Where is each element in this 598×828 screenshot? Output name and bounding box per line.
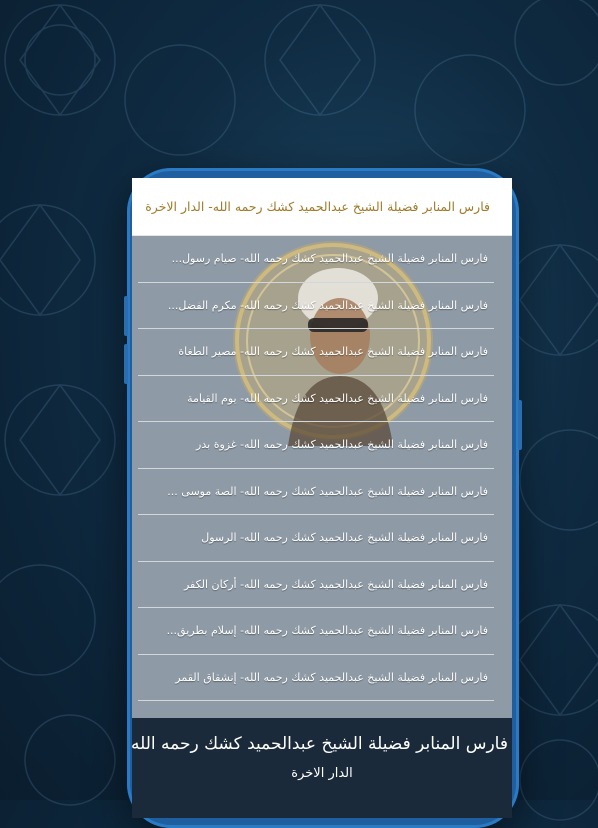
list-item[interactable] bbox=[138, 608, 494, 655]
list-item-label: فارس المنابر فضيلة الشيخ عبدالحميد كشك رحمه الله- غزوة بدر bbox=[196, 438, 488, 452]
list-item[interactable] bbox=[138, 655, 494, 702]
list-item-label: فارس المنابر فضيلة الشيخ عبدالحميد كشك رحمه الله- الصة موسى ... bbox=[167, 484, 488, 498]
list-item-label: فارس المنابر فضيلة الشيخ عبدالحميد كشك رحمه الله- يوم القيامة bbox=[187, 391, 488, 405]
content-area bbox=[132, 236, 512, 720]
phone-volume-button bbox=[124, 296, 128, 336]
app-bar bbox=[132, 178, 512, 236]
list-item[interactable] bbox=[138, 283, 494, 330]
app-title: فارس المنابر فضيلة الشيخ عبدالحميد كشك رحمه الله- الدار الاخرة bbox=[145, 199, 490, 214]
list-item-label: فارس المنابر فضيلة الشيخ عبدالحميد كشك رحمه الله- الرسول bbox=[201, 531, 488, 545]
now-playing-subtitle: الدار الاخرة bbox=[291, 766, 353, 781]
phone-power-button bbox=[518, 400, 522, 450]
now-playing-bar[interactable] bbox=[132, 718, 512, 818]
app-screen bbox=[132, 178, 512, 818]
list-item-label: فارس المنابر فضيلة الشيخ عبدالحميد كشك رحمه الله- إسلام بطريق... bbox=[166, 624, 488, 638]
list-item[interactable] bbox=[138, 469, 494, 516]
list-item[interactable] bbox=[138, 236, 494, 283]
list-item[interactable] bbox=[138, 562, 494, 609]
phone-volume-button bbox=[124, 344, 128, 384]
list-item[interactable] bbox=[138, 329, 494, 376]
now-playing-title: فارس المنابر فضيلة الشيخ عبدالحميد كشك رحمه الله bbox=[130, 734, 508, 754]
list-item-label: فارس المنابر فضيلة الشيخ عبدالحميد كشك رحمه الله- مصير الطغاة bbox=[178, 345, 488, 359]
list-item[interactable] bbox=[138, 515, 494, 562]
list-item[interactable] bbox=[138, 376, 494, 423]
lecture-list bbox=[138, 236, 494, 748]
list-item-label: فارس المنابر فضيلة الشيخ عبدالحميد كشك رحمه الله- صيام رسول... bbox=[171, 252, 488, 266]
list-item[interactable] bbox=[138, 422, 494, 469]
list-item-label: فارس المنابر فضيلة الشيخ عبدالحميد كشك رحمه الله- إنشقاق القمر bbox=[175, 670, 488, 684]
list-item-label: فارس المنابر فضيلة الشيخ عبدالحميد كشك رحمه الله- مكرم الفضل... bbox=[167, 298, 488, 312]
list-item-label: فارس المنابر فضيلة الشيخ عبدالحميد كشك رحمه الله- أركان الكفر bbox=[183, 577, 488, 591]
